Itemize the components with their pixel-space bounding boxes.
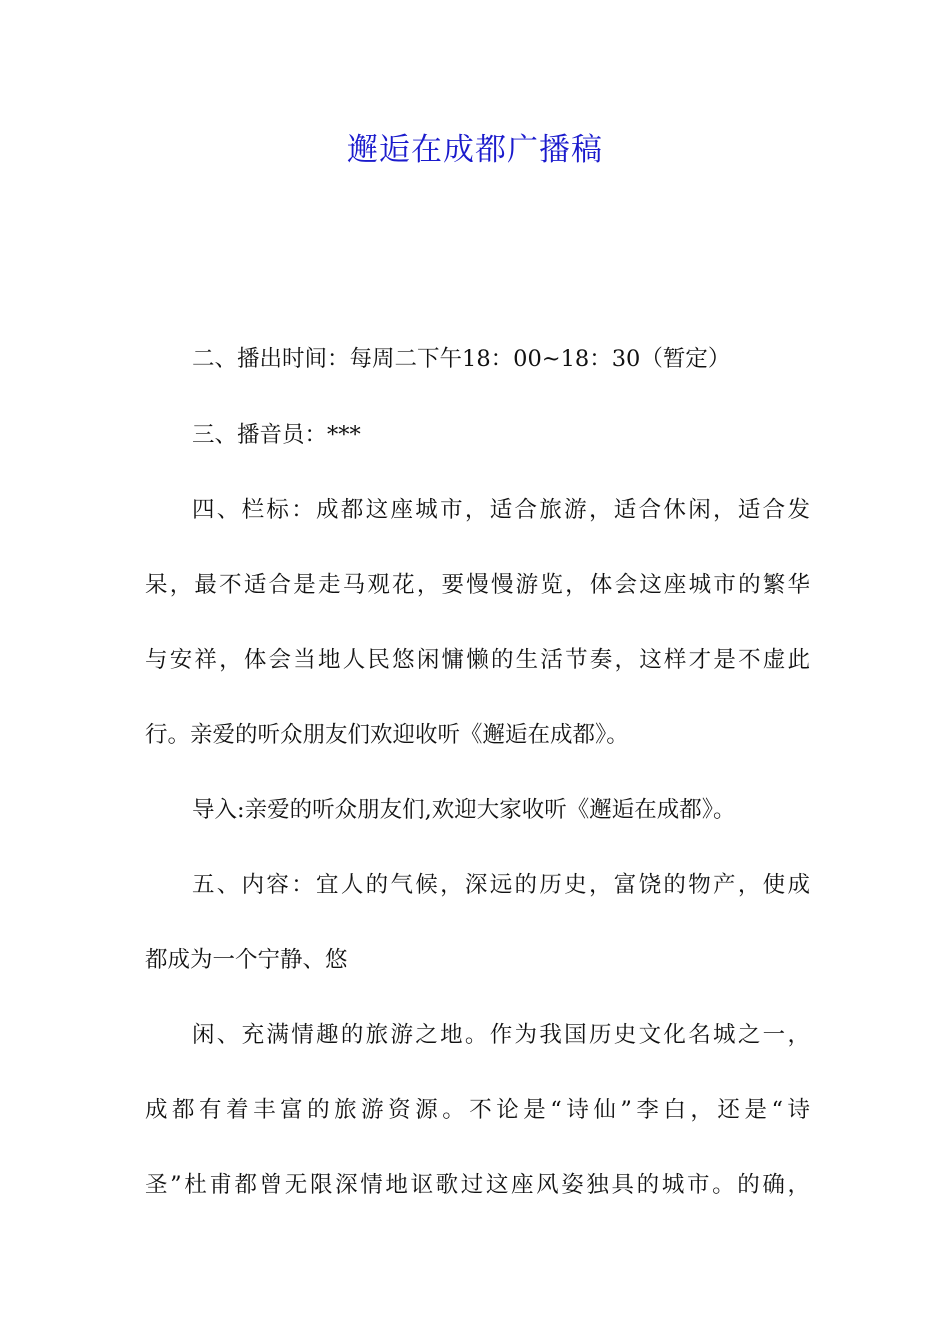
paragraph-announcer: 三、播音员：*** xyxy=(192,422,361,448)
paragraph-column-intro-line: 与安祥，体会当地人民悠闲慵懒的生活节奏，这样才是不虚此 xyxy=(145,647,810,673)
paragraph-column-intro-line: 呆，最不适合是走马观花，要慢慢游览，体会这座城市的繁华 xyxy=(145,572,810,598)
paragraph-content-line: 圣”杜甫都曾无限深情地讴歌过这座风姿独具的城市。的确， xyxy=(145,1172,810,1198)
document-title: 邂逅在成都广播稿 xyxy=(347,132,603,168)
paragraph-content-line: 成都有着丰富的旅游资源。不论是“诗仙”李白，还是“诗 xyxy=(145,1097,810,1123)
paragraph-broadcast-time: 二、播出时间：每周二下午18：00~18：30（暂定） xyxy=(192,346,731,372)
paragraph-content-line: 都成为一个宁静、悠 xyxy=(145,947,348,973)
paragraph-lead-in: 导入:亲爱的听众朋友们,欢迎大家收听《邂逅在成都》。 xyxy=(192,797,736,823)
paragraph-column-intro-line: 行。亲爱的听众朋友们欢迎收听《邂逅在成都》。 xyxy=(145,722,629,748)
paragraph-content-line: 闲、充满情趣的旅游之地。作为我国历史文化名城之一， xyxy=(192,1022,810,1048)
paragraph-content-line: 五、内容：宜人的气候，深远的历史，富饶的物产，使成 xyxy=(192,872,810,898)
paragraph-column-intro-line: 四、栏标：成都这座城市，适合旅游，适合休闲，适合发 xyxy=(192,497,810,523)
